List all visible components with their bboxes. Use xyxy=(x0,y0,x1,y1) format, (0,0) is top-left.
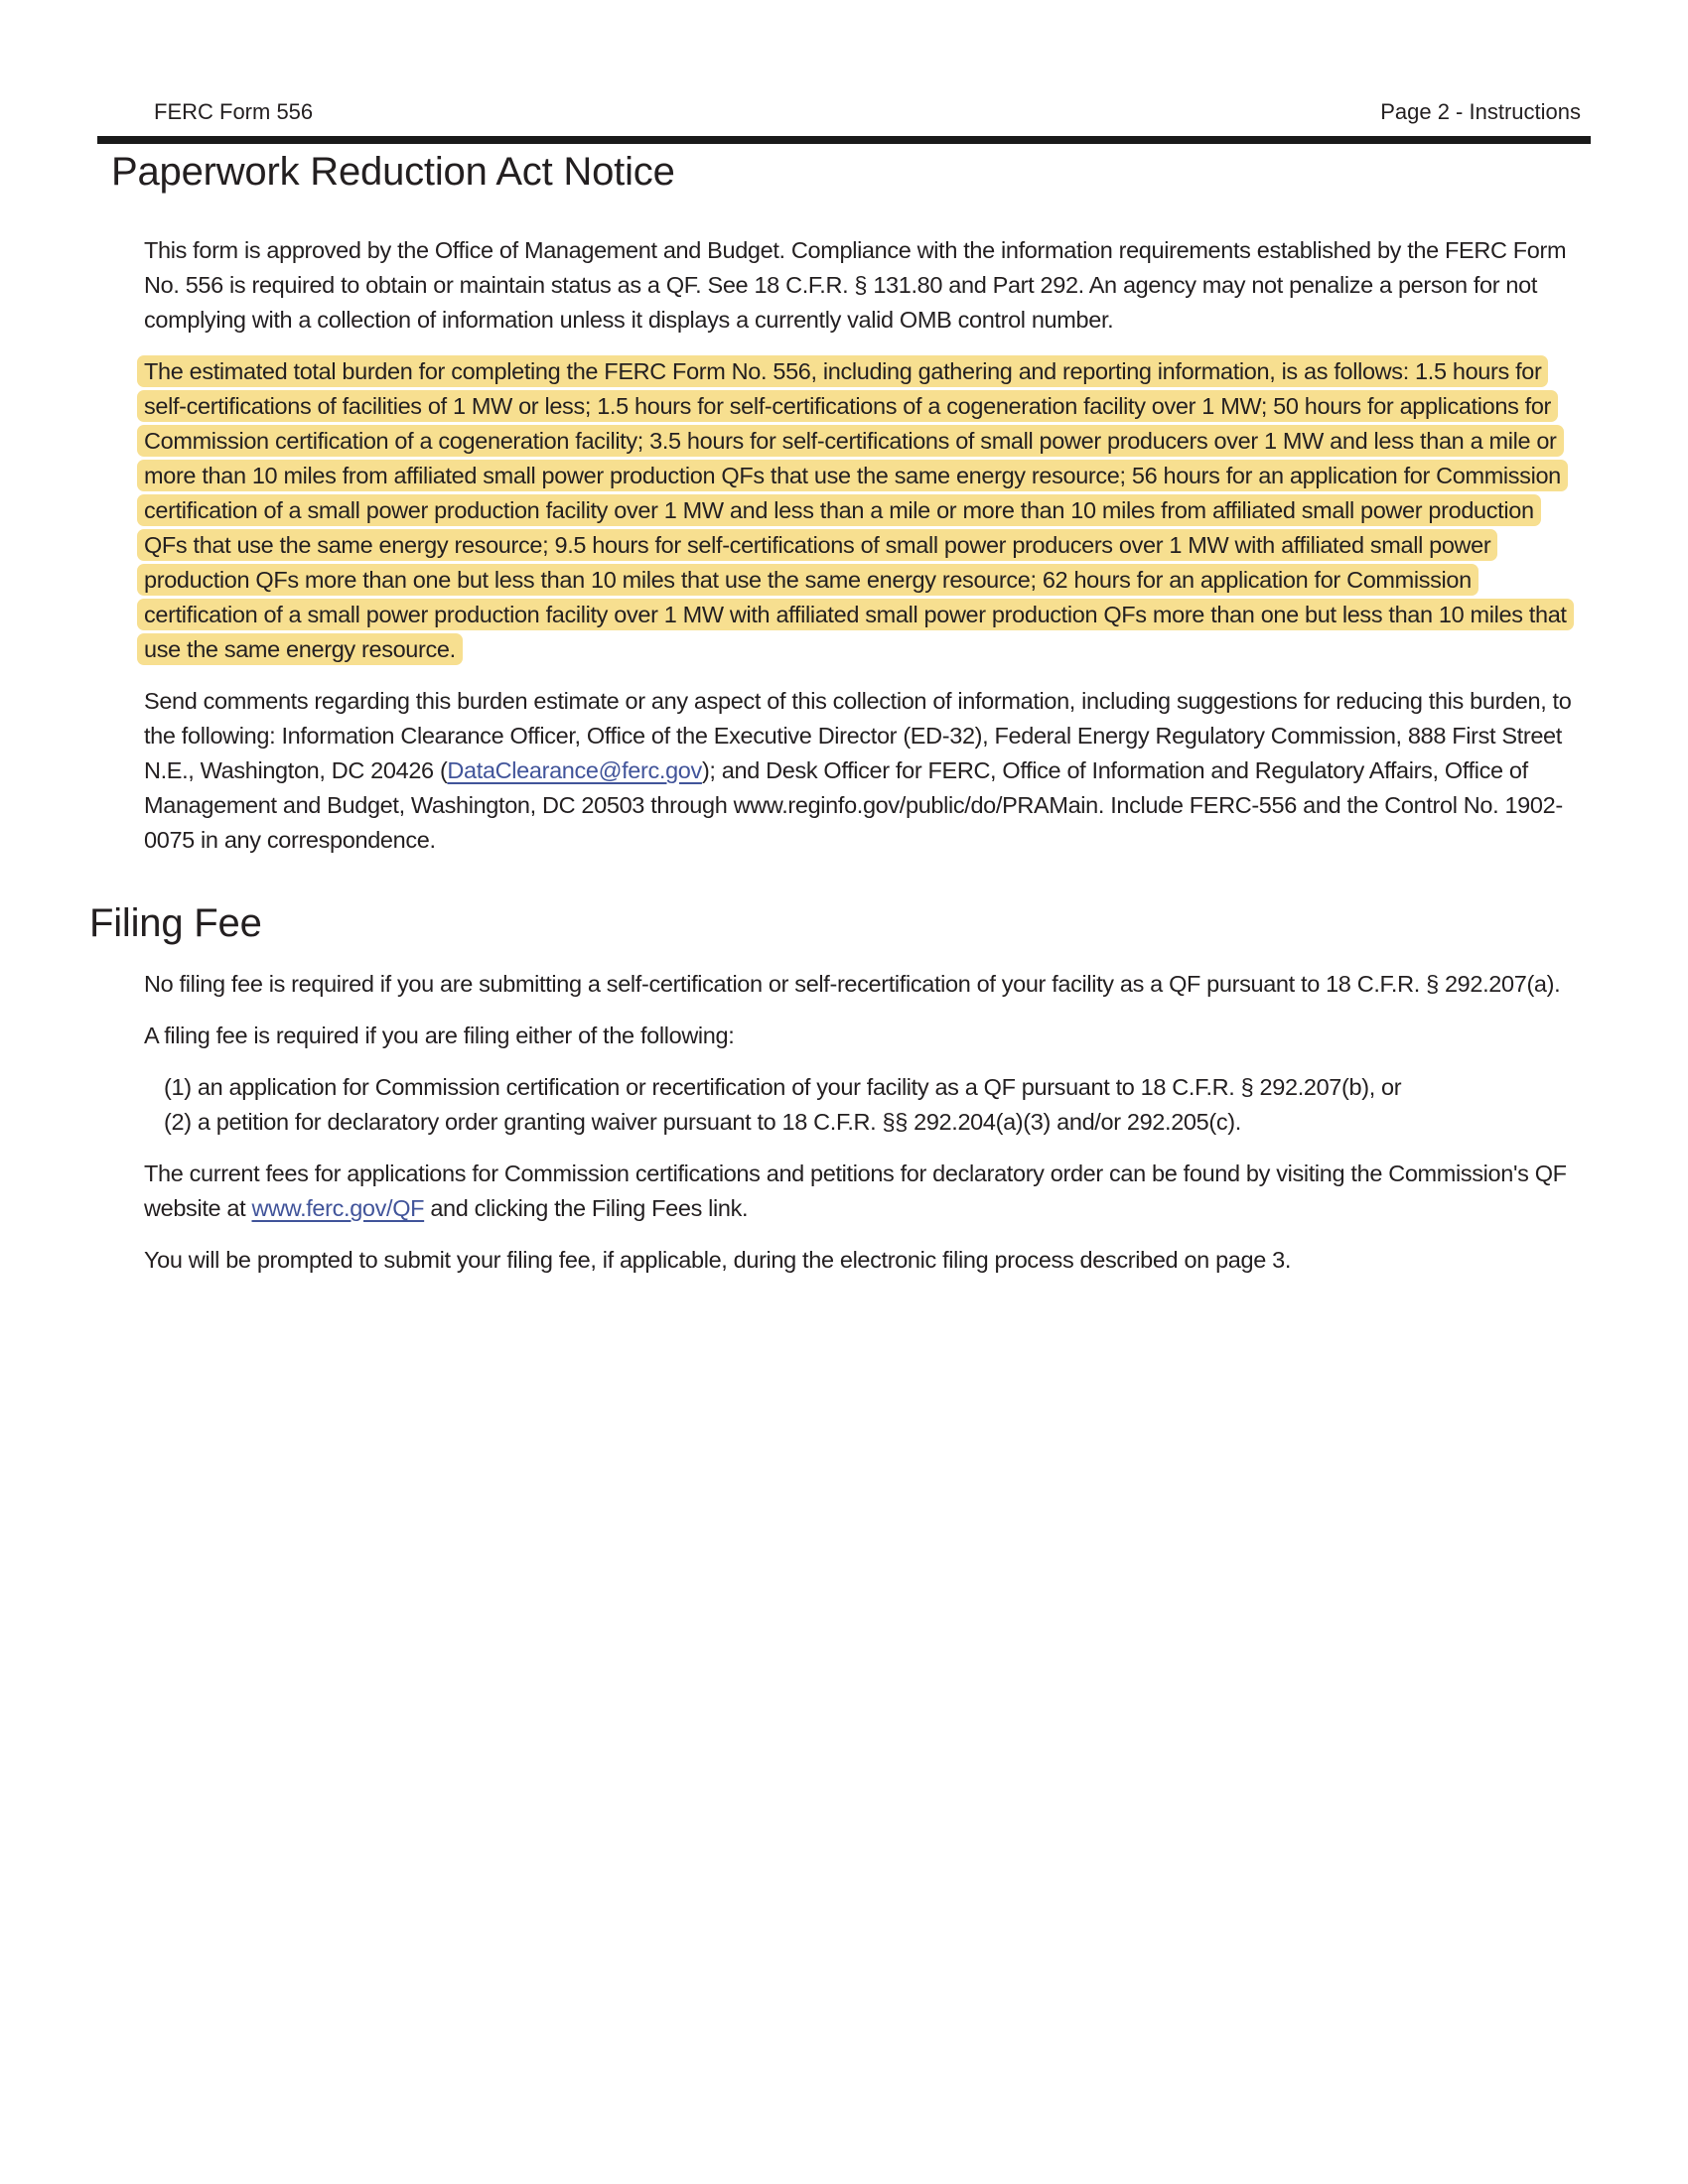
send-comments-text-after-link: ); and Desk Officer for FERC, Office of Information and Regulatory Affairs, Office of Management and Budget, Washington, DC 20503 through www.reginfo.gov/public/do/PRAMain. Include FERC-556 and the Control No. 1902-0075 in any correspondence. xyxy=(144,757,1563,853)
pra-section-body xyxy=(144,233,1582,858)
filing-fee-paragraph-no-fee: No filing fee is required if you are submitting a self-certification or self-recertification of your facility as a QF pursuant to 18 C.F.R. § 292.207(a). xyxy=(144,971,1561,997)
current-fees-text-before-link: The current fees for applications for Commission certifications and petitions for declaratory order can be found by visiting the Commission's QF website at xyxy=(144,1160,1567,1221)
header-rule xyxy=(97,136,1591,144)
header-form-number: FERC Form 556 xyxy=(154,99,314,124)
filing-fee-paragraph-fee-required: A filing fee is required if you are filing either of the following: xyxy=(144,1023,735,1048)
highlighted-burden-text: The estimated total burden for completing the FERC Form No. 556, including gathering and reporting information, is as follows: 1.5 hours for self-certifications of facilities of 1 MW or less; 1.5 hours for self-certifications of a cogeneration facility over 1 MW; 50 hours for applications for Commission certification of a cogeneration facility; 3.5 hours for self-certifications of small power producers over 1 MW and less than a mile or more than 10 miles from affiliated small power production QFs that use the same energy resource; 56 hours for an application for Commission certification of a small power production facility over 1 MW and less than a mile or more than 10 miles from affiliated small power production QFs that use the same energy resource; 9.5 hours for self-certifications of small power producers over 1 MW with affiliated small power production QFs more than one but less than 10 miles that use the same energy resource; 62 hours for an application for Commission certification of a small power production facility over 1 MW with affiliated small power production QFs more than one but less than 10 miles that use the same energy resource. xyxy=(137,355,1574,665)
filing-fee-paragraph-current-fees xyxy=(144,1157,1582,1226)
send-comments-text-before-link: Send comments regarding this burden estimate or any aspect of this collection of information, including suggestions for reducing this burden, to the following: Information Clearance Officer, Office of the Executive Director (ED-32), Federal Energy Regulatory Commission, 888 First Street N.E., Washington, DC 20426 ( xyxy=(144,688,1572,783)
ferc-qf-website-link[interactable]: www.ferc.gov/QF xyxy=(251,1195,425,1221)
filing-fee-list-item-2: (2) a petition for declaratory order granting waiver pursuant to 18 C.F.R. §§ 292.204(a)(3) and/or 292.205(c). xyxy=(164,1109,1241,1135)
filing-fee-list-item-1: (1) an application for Commission certification or recertification of your facility as a QF pursuant to 18 C.F.R. § 292.207(b), or xyxy=(164,1074,1402,1100)
section-title-filing-fee: Filing Fee xyxy=(89,901,262,945)
pra-paragraph-omb-approval: This form is approved by the Office of Management and Budget. Compliance with the information requirements established by the FERC Form No. 556 is required to obtain or maintain status as a QF. See 18 C.F.R. § 131.80 and Part 292. An agency may not penalize a person for not complying with a collection of information unless it displays a currently valid OMB control number. xyxy=(144,237,1567,333)
header-page-label: Page 2 - Instructions xyxy=(1380,99,1581,124)
section-title-paperwork-reduction-act: Paperwork Reduction Act Notice xyxy=(111,150,675,194)
filing-fee-list xyxy=(164,1070,1582,1140)
pra-paragraph-burden-estimate xyxy=(144,354,1582,667)
dataclearance-email-link[interactable]: DataClearance@ferc.gov xyxy=(447,757,702,783)
filing-fee-paragraph-prompted: You will be prompted to submit your filing fee, if applicable, during the electronic filing process described on page 3. xyxy=(144,1247,1292,1273)
filing-fee-section-body xyxy=(144,967,1582,1278)
current-fees-text-after-link: and clicking the Filing Fees link. xyxy=(424,1195,749,1221)
pra-paragraph-send-comments xyxy=(144,684,1582,858)
page-header xyxy=(0,0,1688,125)
